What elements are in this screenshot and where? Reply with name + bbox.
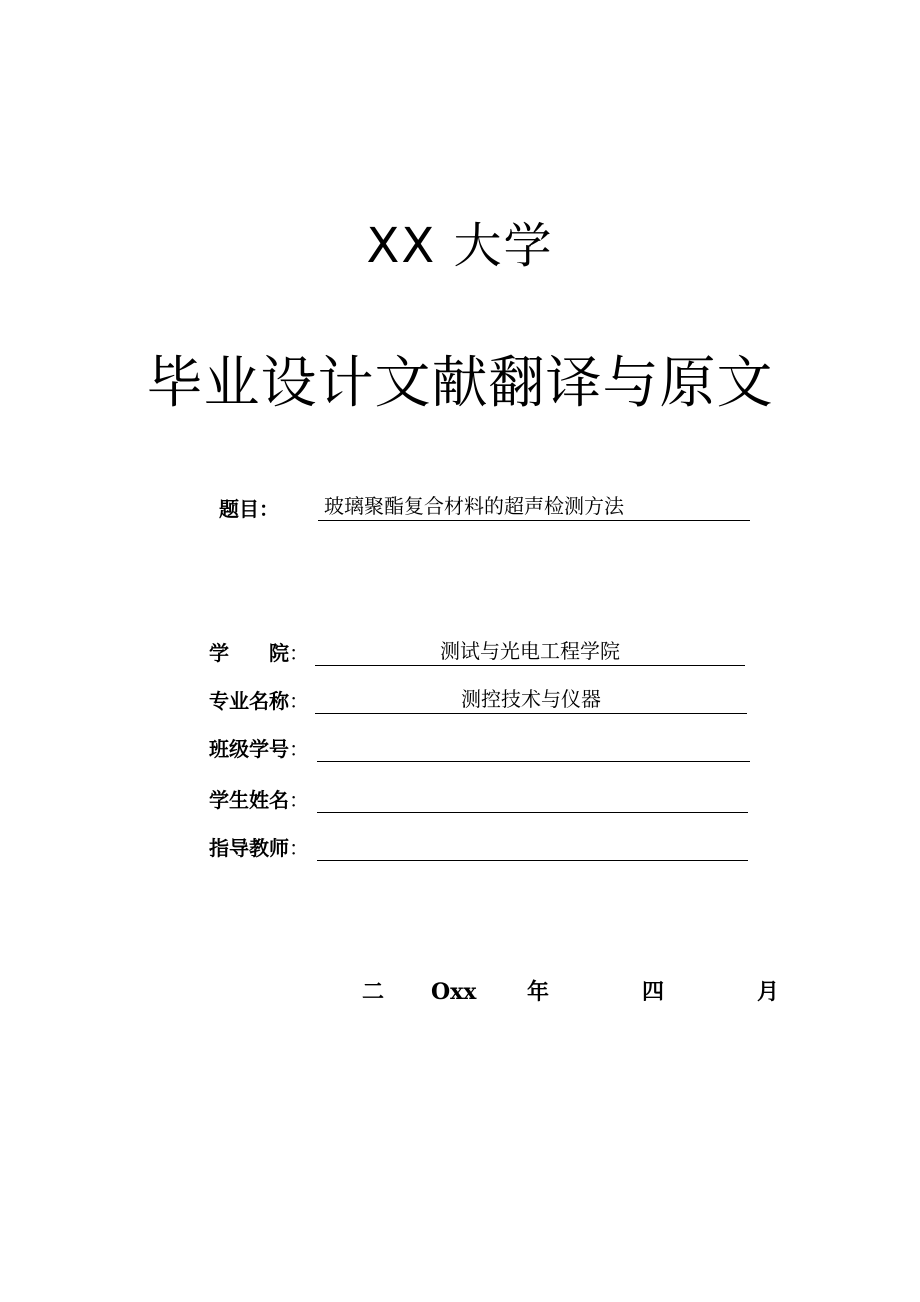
major-field [315, 686, 747, 714]
advisor-label: 指导教师： [209, 836, 309, 860]
date-part-2: Oxx [431, 979, 477, 1005]
college-label: 学 院： [209, 641, 309, 665]
document-title: 毕业设计文献翻译与原文 [146, 351, 774, 416]
date-part-5: 月 [757, 979, 780, 1005]
date-line [0, 976, 920, 1008]
university-name: XX 大学 [366, 218, 554, 274]
info-row-class-id [209, 734, 754, 764]
info-row-college [209, 638, 754, 668]
college-field [315, 638, 745, 666]
major-value: 测控技术与仪器 [461, 687, 601, 711]
class-id-label: 班级学号： [209, 737, 309, 761]
date-part-4: 四 [642, 979, 665, 1005]
advisor-field [317, 833, 748, 861]
date-part-3: 年 [527, 979, 550, 1005]
topic-label: 题目： [219, 497, 279, 521]
class-id-field [317, 734, 750, 762]
info-row-student-name [209, 785, 754, 815]
date-part-1: 二 [362, 979, 385, 1005]
info-row-advisor [209, 833, 754, 863]
topic-value: 玻璃聚酯复合材料的超声检测方法 [324, 494, 624, 518]
topic-field [318, 494, 750, 521]
student-name-field [317, 785, 748, 813]
student-name-label: 学生姓名： [209, 788, 309, 812]
info-row-major [209, 686, 754, 716]
major-label: 专业名称： [209, 689, 309, 713]
college-value: 测试与光电工程学院 [440, 639, 620, 663]
